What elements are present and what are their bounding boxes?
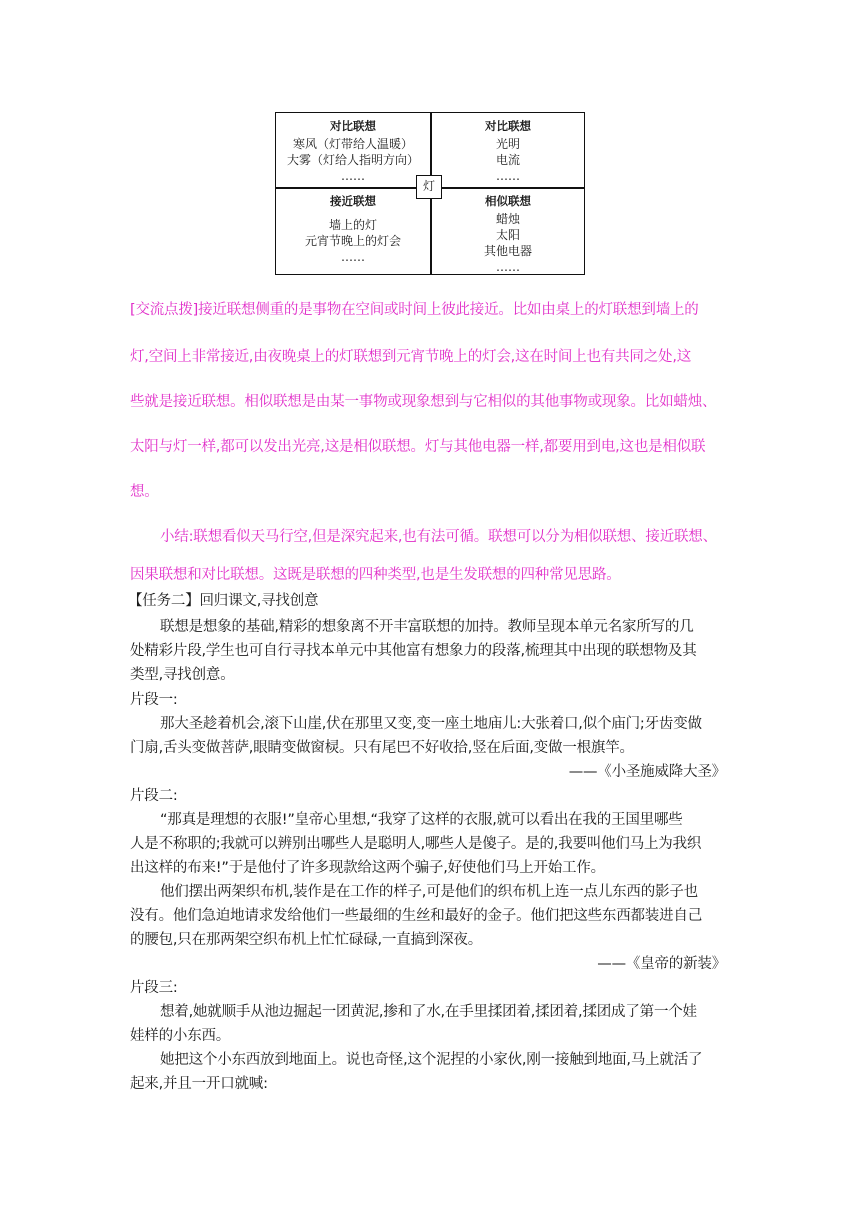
quadrant-item: 元宵节晚上的灯会 xyxy=(304,234,401,248)
paragraph-line: 类型,寻找创意。 xyxy=(130,667,235,683)
fragment-label: 片段三: xyxy=(130,980,178,996)
paragraph-line: 她把这个小东西放到地面上。说也奇怪,这个泥捏的小家伙,刚一接触到地面,马上就活了 xyxy=(160,1052,703,1068)
fragment-label: 片段一: xyxy=(130,692,178,708)
paragraph-line: “那真是理想的衣服!”皇帝心里想,“我穿了这样的衣服,就可以看出在我的王国里哪些 xyxy=(160,812,683,828)
discussion-line: [交流点拨]接近联想侧重的是事物在空间或时间上彼此接近。比如由桌上的灯联想到墙上的 xyxy=(130,302,699,318)
paragraph-line: 出这样的布来!”于是他付了许多现款给这两个骗子,好使他们马上开始工作。 xyxy=(130,860,605,876)
source-citation: ——《皇帝的新装》 xyxy=(597,956,726,972)
summary-line: 小结:联想看似天马行空,但是深究起来,也有法可循。联想可以分为相似联想、接近联想、 xyxy=(160,529,717,545)
quadrant-title: 对比联想 xyxy=(485,119,531,133)
fragment-label: 片段二: xyxy=(130,788,178,804)
quadrant-item: 太阳 xyxy=(495,228,520,242)
quadrant-top-right xyxy=(431,118,585,184)
paragraph-line: 门扇,舌头变做菩萨,眼睛变做窗棂。只有尾巴不好收拾,竖在后面,变做一根旗竿。 xyxy=(130,740,634,756)
discussion-line: 太阳与灯一样,都可以发出光亮,这是相似联想。灯与其他电器一样,都要用到电,这也是相似联 xyxy=(130,439,706,455)
paragraph-line: 娃样的小东西。 xyxy=(130,1028,231,1044)
quadrant-bottom-left xyxy=(276,193,430,265)
discussion-line: 些就是接近联想。相似联想是由某一事物或现象想到与它相似的其他事物或现象。比如蜡烛、 xyxy=(130,394,717,410)
association-diagram xyxy=(275,112,585,275)
quadrant-item: 光明 xyxy=(495,137,520,151)
quadrant-item: 电流 xyxy=(495,153,520,167)
quadrant-item: 墙上的灯 xyxy=(328,218,377,232)
discussion-line: 想。 xyxy=(130,484,159,500)
paragraph-line: 联想是想象的基础,精彩的想象离不开丰富联想的加持。教师呈现本单元名家所写的几 xyxy=(160,619,694,635)
quadrant-item: …… xyxy=(496,169,520,183)
quadrant-item: 蜡烛 xyxy=(495,212,520,226)
paragraph-line: 没有。他们急迫地请求发给他们一些最细的生丝和最好的金子。他们把这些东西都装进自己 xyxy=(130,908,702,924)
quadrant-title: 相似联想 xyxy=(485,194,531,208)
paragraph-line: 那大圣趁着机会,滚下山崖,伏在那里又变,变一座土地庙儿:大张着口,似个庙门;牙齿变做 xyxy=(160,716,702,732)
paragraph-line: 处精彩片段,学生也可自行寻找本单元中其他富有想象力的段落,梳理其中出现的联想物及其 xyxy=(130,643,697,659)
quadrant-bottom-right xyxy=(431,193,585,275)
paragraph-line: 起来,并且一开口就喊: xyxy=(130,1076,268,1092)
paragraph-line: 人是不称职的;我就可以辨别出哪些人是聪明人,哪些人是傻子。是的,我要叫他们马上为我织 xyxy=(130,836,702,852)
quadrant-item: 大雾（灯给人指明方向） xyxy=(286,153,419,167)
discussion-line: 灯,空间上非常接近,由夜晚桌上的灯联想到元宵节晚上的灯会,这在时间上也有共同之处,这 xyxy=(130,349,692,365)
quadrant-item: 寒风（灯带给人温暖） xyxy=(292,137,413,151)
paragraph-line: 的腰包,只在那两架空织布机上忙忙碌碌,一直搞到深夜。 xyxy=(130,932,483,948)
quadrant-title: 对比联想 xyxy=(330,119,376,133)
paragraph-line: 想着,她就顺手从池边掘起一团黄泥,掺和了水,在手里揉团着,揉团着,揉团成了第一个娃 xyxy=(160,1004,697,1020)
task2-heading: 【任务二】回归课文,寻找创意 xyxy=(128,593,319,609)
summary-line: 因果联想和对比联想。这既是联想的四种类型,也是生发联想的四种常见思路。 xyxy=(130,567,621,583)
quadrant-item: …… xyxy=(341,169,365,183)
diagram-center-label: 灯 xyxy=(416,175,442,199)
paragraph-line: 他们摆出两架织布机,装作是在工作的样子,可是他们的织布机上连一点儿东西的影子也 xyxy=(160,884,698,900)
quadrant-title: 接近联想 xyxy=(330,194,376,208)
source-citation: ——《小圣施威降大圣》 xyxy=(568,764,726,780)
quadrant-top-left xyxy=(276,118,430,184)
quadrant-item: …… xyxy=(341,250,365,264)
quadrant-item: 其他电器 xyxy=(483,244,532,258)
quadrant-item: …… xyxy=(496,260,520,274)
